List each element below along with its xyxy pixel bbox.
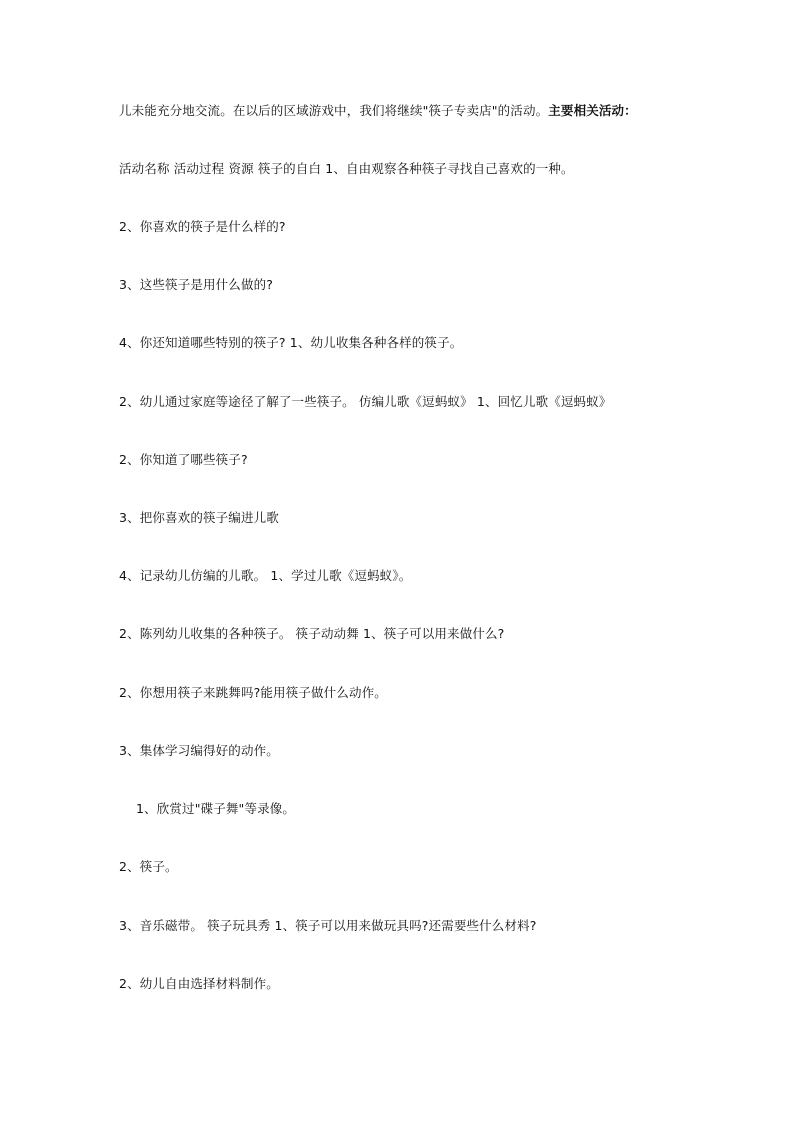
paragraph-line-10: 2、陈列幼儿收集的各种筷子。 筷子动动舞 1、筷子可以用来做什么? bbox=[119, 626, 505, 641]
paragraph-line-14: 2、筷子。 bbox=[119, 859, 178, 874]
line-1-text: 儿未能充分地交流。在以后的区域游戏中，我们将继续"筷子专卖店"的活动。 bbox=[119, 103, 549, 118]
paragraph-line-7: 2、你知道了哪些筷子? bbox=[119, 452, 248, 467]
paragraph-line-3: 2、你喜欢的筷子是什么样的? bbox=[119, 219, 286, 234]
paragraph-line-15: 3、音乐磁带。 筷子玩具秀 1、筷子可以用来做玩具吗?还需要些什么材料? bbox=[119, 918, 537, 933]
paragraph-line-9: 4、记录幼儿仿编的儿歌。 1、学过儿歌《逗蚂蚁》。 bbox=[119, 568, 412, 583]
paragraph-line-5: 4、你还知道哪些特别的筷子? 1、幼儿收集各种各样的筷子。 bbox=[119, 335, 463, 350]
paragraph-line-2: 活动名称 活动过程 资源 筷子的自白 1、自由观察各种筷子寻找自己喜欢的一种。 bbox=[119, 161, 574, 176]
paragraph-line-12: 3、集体学习编得好的动作。 bbox=[119, 743, 279, 758]
paragraph-line-16: 2、幼儿自由选择材料制作。 bbox=[119, 976, 279, 991]
paragraph-line-1 bbox=[119, 103, 637, 119]
paragraph-line-11: 2、你想用筷子来跳舞吗?能用筷子做什么动作。 bbox=[119, 685, 387, 700]
paragraph-line-6: 2、幼儿通过家庭等途径了解了一些筷子。 仿编儿歌《逗蚂蚁》 1、回忆儿歌《逗蚂蚁》 bbox=[119, 394, 612, 409]
paragraph-line-4: 3、这些筷子是用什么做的? bbox=[119, 277, 274, 292]
related-activities-heading: 主要相关活动： bbox=[548, 103, 637, 118]
paragraph-line-13: 1、欣赏过"碟子舞"等录像。 bbox=[136, 801, 296, 816]
paragraph-line-8: 3、把你喜欢的筷子编进儿歌 bbox=[119, 510, 279, 525]
